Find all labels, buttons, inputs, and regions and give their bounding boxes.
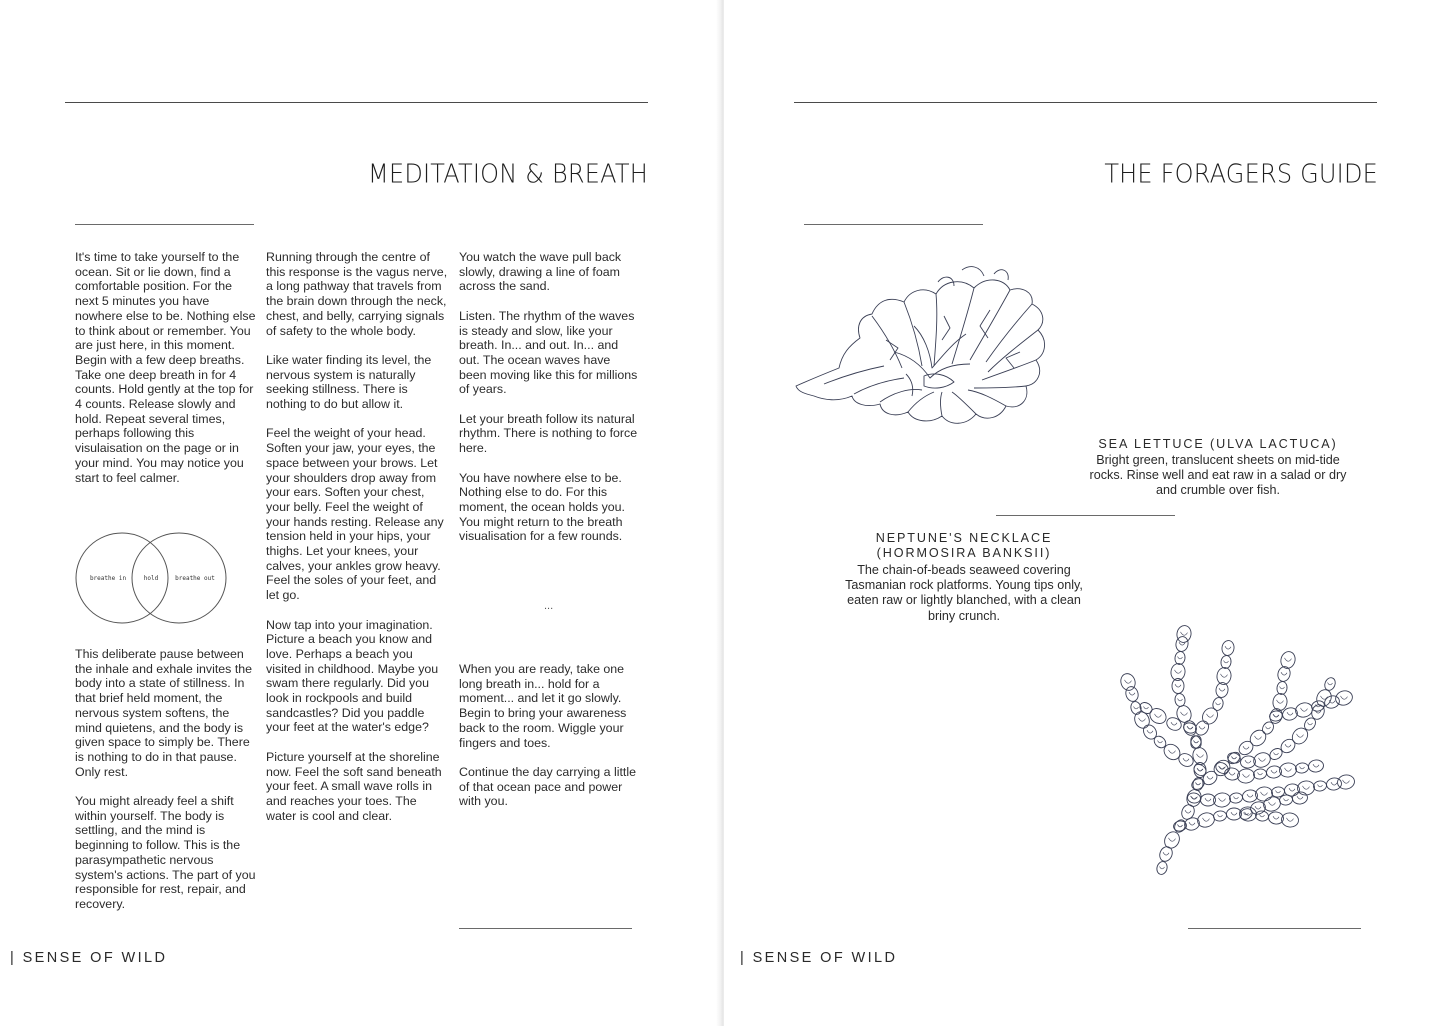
page-title: THE FORAGERS GUIDE (1104, 158, 1378, 190)
bead-shading (1289, 788, 1295, 791)
seaweed-bead (1302, 716, 1318, 732)
bead-shading (1297, 796, 1303, 799)
seaweed-bead (1192, 762, 1208, 778)
seaweed-bead (1211, 696, 1224, 711)
seaweed-bead (1323, 694, 1341, 710)
bead-shading (1171, 722, 1177, 725)
paragraph: Feel the weight of your head. Soften your jaw, your eyes, the space between your brows. Let your shoulders drop away from your ears. Soften your chest, your belly. Feel the weight of your hands resting. Release any tension held in your hips, your thighs. Let your knees, your calves, your ankles grow heavy. Feel the soles of your feet, and let go. (266, 426, 444, 603)
text-column-3 (459, 250, 641, 559)
bead-shading (1297, 734, 1304, 737)
seaweed-bead (1255, 810, 1269, 822)
bead-shading (1287, 712, 1293, 715)
paragraph: You have nowhere else to be. Nothing else to do. For this moment, the ocean holds you. (459, 470, 625, 514)
seaweed-bead (1141, 722, 1159, 741)
bead-shading (1205, 798, 1211, 801)
seaweed-bead (1187, 792, 1201, 804)
bead-shading (1163, 852, 1169, 855)
title-underline (804, 224, 983, 225)
seaweed-bead (1213, 810, 1227, 822)
page-title: MEDITATION & BREATH (368, 158, 648, 190)
seaweed-bead (1132, 709, 1152, 730)
paragraph: You might already feel a shift within yourself. The body is settling, and the mind is beginning to follow. This is the parasympathetic nervous system's actions. The part of you responsible for rest, repair, and recovery. (75, 794, 256, 911)
bead-shading (1207, 776, 1213, 779)
bead-shading (1313, 764, 1319, 767)
seaweed-bead (1199, 705, 1220, 727)
bead-shading (1158, 741, 1163, 743)
bottom-rule (1188, 928, 1361, 929)
seaweed-bead (1193, 718, 1211, 737)
seaweed-bead (1289, 725, 1311, 747)
paragraph: It's time to take yourself to the ocean. Sit or lie down, find a comfortable position. For the next 5 minutes you have nowhere else to be. Nothing else to think about or remember. You are just here, in this moment. (75, 250, 256, 353)
bead-shading (1285, 658, 1292, 661)
seaweed-bead (1138, 700, 1154, 716)
seaweed-bead (1175, 635, 1190, 652)
paragraph: Continue the day carrying a little of that ocean pace and power with you. (459, 764, 637, 809)
bead-shading (1259, 758, 1266, 761)
seaweed-bead (1180, 803, 1197, 822)
bead-shading (1169, 838, 1176, 841)
seaweed-bead (1165, 715, 1184, 732)
bead-shading (1221, 674, 1228, 677)
bead-shading (1300, 767, 1305, 769)
title-underline (75, 224, 254, 225)
bead-shading (1261, 792, 1268, 795)
seaweed-bead (1313, 780, 1327, 792)
seaweed-bead (1253, 768, 1267, 780)
bead-shading (1258, 773, 1263, 775)
paragraph: Running through the centre of this response is the vagus nerve, a long pathway that travels from the brain down through the neck, chest, and belly, carrying signals of safety to the whole body. (266, 250, 448, 338)
bead-shading (1181, 632, 1188, 635)
bead-shading (1219, 688, 1225, 691)
bead-shading (1260, 815, 1265, 817)
bead-shading (1243, 774, 1250, 777)
bead-shading (1196, 783, 1201, 785)
bead-shading (1343, 780, 1350, 783)
bead-shading (1225, 646, 1231, 649)
bead-shading (1308, 723, 1313, 725)
bead-shading (1232, 757, 1237, 759)
breathe-in-label: breathe in (89, 575, 127, 582)
bead-shading (1276, 791, 1281, 793)
seaweed-bead (1129, 700, 1142, 715)
bead-shading (1331, 782, 1337, 785)
seaweed-bead (1161, 741, 1183, 763)
paragraph: Listen. The rhythm of the waves is steady and slow, like your breath. In... and out. In... and out. The ocean waves have been moving like this for millions of years. (459, 308, 638, 397)
seaweed-bead (1221, 640, 1235, 657)
bead-shading (1175, 670, 1182, 673)
top-rule (65, 102, 648, 103)
bead-shading (1269, 802, 1276, 805)
seaweed-bead (1326, 777, 1343, 791)
bead-shading (1160, 867, 1165, 869)
footer-brand: | SENSE OF WILD (10, 950, 168, 966)
paragraph: This deliberate pause between the inhale and exhale invites the body into a state of stillness. In that brief held moment, the nervous system softens, the mind quietens, and the body is given space to simply be. There is nothing to do in that pause. Only rest. (75, 647, 253, 779)
seaweed-bead (1147, 705, 1169, 726)
bead-shading (1280, 687, 1285, 689)
bead-shading (1271, 770, 1277, 773)
bead-shading (1175, 684, 1181, 687)
text-column-1 (75, 250, 257, 500)
bead-shading (1277, 700, 1284, 703)
seaweed-bead (1158, 845, 1175, 864)
bead-shading (1285, 744, 1291, 747)
bead-shading (1197, 754, 1204, 757)
item-description: The chain-of-beads seaweed covering Tasmanian rock platforms. Young tips only, eaten raw or lightly blanched, with a clean briny crunch. (845, 563, 1083, 623)
bead-shading (1219, 798, 1226, 801)
item-description: Bright green, translucent sheets on mid-tide rocks. Rinse well and eat raw in a salad or dry and crumble over fish. (1089, 453, 1347, 498)
neptunes-necklace-illustration-icon (1062, 628, 1352, 878)
breathe-out-label: breathe out (175, 575, 215, 582)
hold-label: hold (143, 575, 159, 582)
seaweed-bead (1251, 750, 1272, 770)
bead-shading (1328, 683, 1333, 685)
bead-shading (1341, 696, 1348, 699)
sea-lettuce-illustration-icon (794, 256, 1064, 452)
bead-shading (1203, 818, 1210, 821)
bead-shading (1169, 750, 1176, 753)
seaweed-bead (1220, 655, 1232, 669)
bead-shading (1273, 816, 1279, 819)
bead-shading (1274, 753, 1279, 755)
bead-shading (1178, 699, 1183, 701)
bead-shading (1125, 680, 1132, 683)
text-column-2 (266, 250, 448, 838)
seaweed-bead (1191, 746, 1209, 766)
bead-shading (1229, 772, 1235, 775)
bead-shading (1231, 812, 1237, 815)
bead-shading (1285, 768, 1292, 771)
paragraph: Let your breath follow its natural rhythm. There is nothing to force here. (459, 411, 638, 456)
seaweed-bead (1229, 792, 1243, 804)
bead-shading (1216, 703, 1221, 705)
seaweed-bead (1295, 762, 1309, 774)
bead-shading (1134, 707, 1139, 709)
bead-shading (1243, 746, 1249, 749)
bead-shading (1218, 815, 1223, 817)
bead-shading (1255, 736, 1262, 739)
bead-shading (1129, 692, 1135, 695)
text-column-3-lower (459, 662, 641, 824)
breath-venn-diagram (74, 532, 228, 628)
bead-shading (1255, 806, 1261, 809)
paragraph: Like water finding its level, the nervous system is naturally seeking stillness. There is nothing to do but allow it. (266, 352, 432, 412)
item-name: SEA LETTUCE (ULVA LACTUCA) (1098, 437, 1338, 451)
bead-shading (1183, 758, 1189, 761)
bead-shading (1155, 714, 1162, 717)
seaweed-bead (1276, 681, 1288, 695)
top-rule (794, 102, 1377, 103)
bead-shading (1301, 708, 1308, 711)
left-page (0, 0, 720, 1026)
section-break-ellipsis: ... (544, 600, 554, 612)
seaweed-bead (1119, 672, 1138, 693)
bead-shading (1247, 794, 1253, 797)
bead-shading (1181, 712, 1188, 715)
item-name (834, 531, 1094, 561)
seaweed-bead (1247, 727, 1269, 749)
paragraph: Picture yourself at the shoreline now. Feel the soft sand beneath your feet. A small wave rolls in and reaches your toes. The water is cool and clear. (266, 749, 442, 823)
bead-shading (1318, 785, 1323, 787)
paragraph: When you are ready, take one long breath in... hold for a moment... and let it go slowly. Begin to bring your awareness back to the room. Wiggle your fingers and toes. (459, 662, 627, 750)
bead-shading (1281, 672, 1287, 675)
paragraph: Now tap into your imagination. Picture a beach you know and love. Perhaps a beach you visited in childhood. Maybe you swam there regularly. Did you look in rockpools and build sandcastles? Did you paddle your feet at the water's edge? (266, 617, 439, 735)
bead-shading (1185, 810, 1191, 813)
seaweed-bead (1124, 685, 1140, 703)
seaweed-bead (1152, 734, 1168, 750)
bead-shading (1199, 726, 1205, 729)
footer-brand: | SENSE OF WILD (740, 950, 898, 966)
paragraph: You might return to the breath visualisation for a few rounds. (459, 514, 623, 544)
item-name-line-1: NEPTUNE'S NECKLACE (875, 531, 1053, 545)
paragraph: You watch the wave pull back slowly, drawing a line of foam across the sand. (459, 250, 622, 294)
seaweed-bead (1190, 777, 1206, 792)
bead-shading (1139, 718, 1146, 721)
bead-shading (1178, 657, 1183, 659)
seaweed-bead (1272, 693, 1288, 712)
right-page (724, 0, 1445, 1026)
bead-shading (1303, 786, 1310, 789)
bead-shading (1144, 707, 1149, 709)
seaweed-bead (1174, 651, 1186, 665)
seaweed-bead (1174, 693, 1186, 707)
bead-shading (1189, 822, 1195, 825)
seaweed-bead (1334, 689, 1355, 708)
bottom-rule (459, 928, 632, 929)
seaweed-bead (1175, 624, 1192, 643)
section-divider (996, 515, 1175, 516)
paragraph: Begin with a few deep breaths. Take one deep breath in for 4 counts. Hold gently at the top for 4 counts. Release slowly and hold. Repeat several times, perhaps following this visulaisation on the page or in your mind. You may notice you start to feel calmer. (75, 352, 254, 485)
bead-shading (1245, 760, 1251, 763)
bead-shading (1287, 818, 1294, 821)
seaweed-bead (1260, 720, 1276, 736)
bead-shading (1207, 714, 1214, 717)
bead-shading (1224, 661, 1229, 663)
item-name-line-2: (HORMOSIRA BANKSII) (876, 546, 1052, 560)
seaweed-bead (1278, 737, 1297, 756)
seaweed-bead (1308, 759, 1325, 773)
bead-shading (1178, 825, 1183, 827)
bead-shading (1194, 741, 1199, 743)
seaweed-bead (1155, 860, 1168, 875)
bead-shading (1284, 799, 1289, 801)
bead-shading (1147, 730, 1153, 733)
bead-shading (1234, 797, 1239, 799)
text-column-1-lower (75, 647, 257, 926)
bead-shading (1266, 727, 1271, 729)
